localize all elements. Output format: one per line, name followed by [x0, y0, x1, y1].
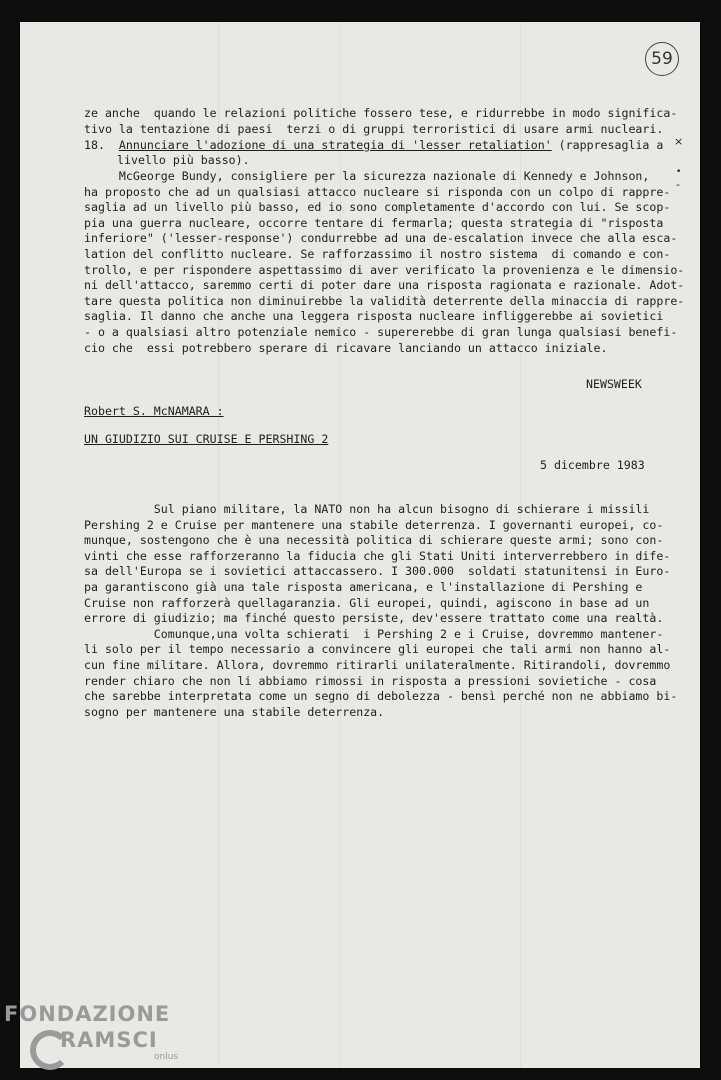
text-line: pa garantiscono già una tale risposta americana, e l'installazione di Pershing e	[84, 580, 643, 594]
watermark-line-2: RAMSCI	[60, 1028, 158, 1052]
page-number-stamp: 59	[645, 42, 679, 76]
item-heading-line-2: livello più basso).	[117, 153, 250, 167]
text-line: munque, sostengono che è una necessità politica di schierare queste armi; sono con-	[84, 533, 664, 548]
source-name: NEWSWEEK	[586, 377, 642, 391]
text-line: inferiore" ('lesser-response') condurrebbe ad una de-escalation invece che alla esca-	[84, 231, 678, 246]
document-page	[20, 22, 700, 1068]
text-line: McGeorge Bundy, consigliere per la sicurezza nazionale di Kennedy e Johnson,	[84, 169, 650, 183]
text-line: ha proposto che ad un qualsiasi attacco nucleare si risponda con un colpo di rappre-	[84, 184, 671, 199]
item-heading-underlined: Annunciare l'adozione di una strategia di 'lesser retaliation'	[118, 138, 552, 152]
watermark-line-1: FONDAZIONE	[4, 1002, 171, 1026]
text-line: ze anche quando le relazioni politiche fossero tese, e ridurrebbe in modo significa-	[84, 106, 678, 120]
item-heading-rest: (rappresaglia a	[551, 138, 664, 152]
text-line: cio che essi potrebbero sperare di ricavare lanciando un attacco iniziale.	[84, 340, 608, 355]
text-line: Pershing 2 e Cruise per mantenere una stabile deterrenza. I governanti europei, co-	[84, 517, 664, 532]
text-line: errore di giudizio; ma finché questo persiste, dev'essere trattato come una realtà.	[84, 611, 664, 626]
text-line: Comunque,una volta schierati i Pershing 2 e i Cruise, dovremmo mantener-	[84, 626, 664, 641]
text-line: trollo, e per rispondere aspettassimo di aver verificato la provenienza e le dimensio-	[84, 262, 685, 277]
article-title: UN GIUDIZIO SUI CRUISE E PERSHING 2	[84, 432, 329, 446]
item-number: 18.	[84, 138, 105, 152]
text-line: pia una guerra nucleare, occorre tentare di fermarla; questa strategia di "risposta	[84, 215, 664, 230]
text-line: - o a qualsiasi altro potenziale nemico - supererebbe di gran lunga qualsiasi benefi-	[84, 325, 678, 339]
text-line: render chiaro che non li abbiamo rimossi in risposta a pressioni sovietiche - cosa	[84, 673, 657, 688]
margin-cross-mark: ×	[674, 135, 684, 148]
item-18-heading	[84, 138, 663, 154]
text-line: Sul piano militare, la NATO non ha alcun bisogno di schierare i missili	[84, 502, 650, 516]
text-line: sogno per mantenere una stabile deterrenza.	[84, 704, 385, 719]
text-line: cun fine militare. Allora, dovremmo ritirarli unilateralmente. Ritirandoli, dovremmo	[84, 658, 671, 672]
margin-dot-mark: •	[676, 167, 682, 177]
text-line: lation del conflitto nucleare. Se rafforzassimo il nostro sistema di comando e con-	[84, 247, 671, 261]
text-line: li solo per il tempo necessario a convincere gli europei che tali armi non hanno al-	[84, 642, 671, 657]
article-author: Robert S. McNAMARA :	[84, 404, 224, 418]
text-line: saglia. Il danno che anche una leggera risposta nucleare infliggerebbe ai sovietici	[84, 309, 664, 324]
text-line: vinti che esse rafforzeranno la fiducia che gli Stati Uniti interverrebbero in dife-	[84, 548, 671, 563]
text-line: tivo la tentazione di paesi terzi o di gruppi terroristici di usare armi nucleari.	[84, 122, 664, 136]
text-line: tare questa politica non diminuirebbe la validità deterrente della minaccia di rappre-	[84, 293, 685, 308]
text-line: saglia ad un livello più basso, ed io sono completamente d'accordo con lui. Se scop-	[84, 200, 671, 215]
text-line: ni dell'attacco, saremmo certi di poter dare una risposta ragionata e razionale. Adot-	[84, 278, 685, 293]
text-line: Cruise non rafforzerà quellagaranzia. Gli europei, quindi, agiscono in base ad un	[84, 595, 650, 610]
article-date: 5 dicembre 1983	[540, 458, 645, 472]
margin-dash-mark: -	[676, 178, 680, 191]
text-line: che sarebbe interpretata come un segno di debolezza - bensì perché non ne abbiamo bi-	[84, 689, 678, 704]
text-line: sa dell'Europa se i sovietici attaccassero. I 300.000 soldati statunitensi in Euro-	[84, 564, 671, 579]
watermark-suffix: onlus	[154, 1052, 179, 1062]
fondazione-gramsci-watermark	[4, 1000, 204, 1080]
